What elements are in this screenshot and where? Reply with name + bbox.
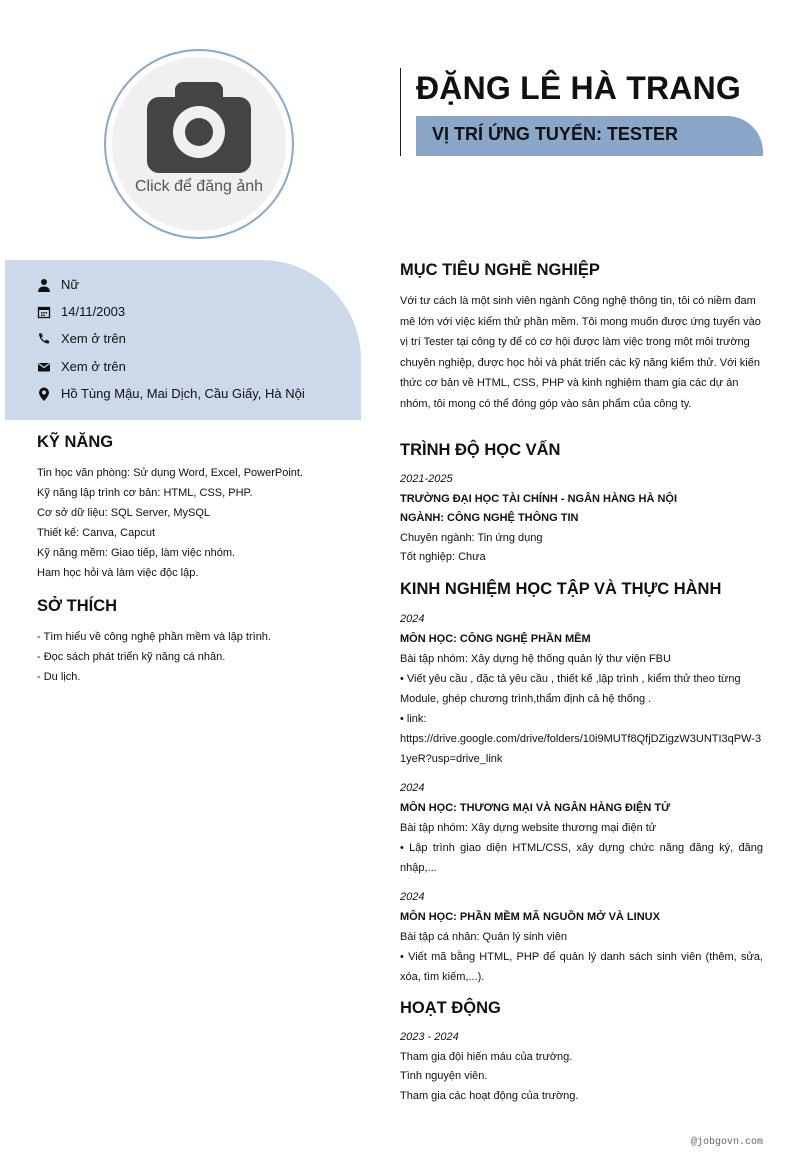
- email-value: Xem ở trên: [61, 359, 126, 374]
- experience-course: MÔN HỌC: CÔNG NGHỆ PHẦN MỀM: [400, 633, 591, 645]
- activities-period: 2023 - 2024: [400, 1031, 459, 1043]
- phone-value: Xem ở trên: [61, 331, 126, 346]
- experience-detail: • Viết yêu cầu , đặc tả yêu cầu , thiết kế ,lập trình , kiểm thử theo từng Module, ghép chương trình,thẩm định cả hệ thống .: [400, 673, 741, 705]
- envelope-icon: [37, 360, 51, 374]
- hobbies-heading: SỞ THÍCH: [37, 597, 118, 615]
- position-banner: VỊ TRÍ ỨNG TUYỂN: TESTER: [416, 116, 763, 156]
- activities-heading: HOẠT ĐỘNG: [400, 999, 501, 1017]
- skills-heading: KỸ NĂNG: [37, 433, 114, 451]
- contact-address: [37, 386, 305, 401]
- activity-item: Tham gia đội hiến máu của trường.: [400, 1050, 573, 1063]
- activity-item: Tình nguyện viên.: [400, 1070, 488, 1082]
- experience-task: Bài tập nhóm: Xây dựng website thương mại điện tử: [400, 822, 657, 834]
- hobbies-list: [37, 627, 357, 687]
- divider: [400, 68, 401, 156]
- gender-value: Nữ: [61, 277, 80, 292]
- candidate-name: ĐẶNG LÊ HÀ TRANG: [416, 70, 741, 106]
- objective-text: Với tư cách là một sinh viên ngành Công nghệ thông tin, tôi có niềm đam mê lớn với việc kiểm thử phần mềm. Tôi mong muốn được ứng tuyển vào vị trí Tester tại công ty để có cơ hội được làm việc trong một môi trường chuyên nghiệp, được học hỏi và phát triển các kỹ năng kiểm thử. Với kiến thức cơ bản về HTML, CSS, PHP và kinh nghiệm tham gia các dự án nhóm, tôi mong có thể đóng góp vào sản phẩm của công ty.: [400, 295, 761, 410]
- experience-detail: • link:: [400, 713, 427, 725]
- contact-email: [37, 359, 126, 374]
- skill-item: Tin học văn phòng: Sử dụng Word, Excel, PowerPoint.: [37, 467, 304, 479]
- experience-detail: • Lập trình giao diện HTML/CSS, xây dựng chức năng đăng ký, đăng nhập,...: [400, 842, 763, 874]
- activities-entry: [400, 1028, 763, 1106]
- hobby-item: - Đọc sách phát triển kỹ năng cá nhân.: [37, 651, 226, 663]
- birthday-value: 14/11/2003: [61, 304, 126, 319]
- experience-entry: [400, 887, 763, 987]
- contact-gender: [37, 277, 79, 292]
- experience-year: 2024: [400, 613, 425, 625]
- camera-lens-center: [185, 118, 213, 146]
- objective-heading: MỤC TIÊU NGHỀ NGHIỆP: [400, 261, 600, 279]
- experience-detail: • Viết mã bằng HTML, PHP để quản lý danh sách sinh viên (thêm, sửa, xóa, tìm kiếm,...).: [400, 951, 763, 983]
- contact-birthday: [37, 304, 125, 319]
- experience-year: 2024: [400, 782, 425, 794]
- skill-item: Ham học hỏi và làm việc độc lập.: [37, 567, 199, 579]
- education-major: NGÀNH: CÔNG NGHỆ THÔNG TIN: [400, 512, 579, 524]
- skill-item: Thiết kế: Canva, Capcut: [37, 527, 156, 539]
- education-entry: [400, 470, 763, 568]
- education-specialty: Chuyên ngành: Tin ứng dụng: [400, 531, 543, 544]
- education-heading: TRÌNH ĐỘ HỌC VẤN: [400, 441, 561, 459]
- experience-course: MÔN HỌC: PHẦN MỀM MÃ NGUỒN MỞ VÀ LINUX: [400, 911, 660, 923]
- hobby-item: - Du lịch.: [37, 671, 81, 683]
- calendar-icon: [37, 305, 51, 319]
- experience-course: MÔN HỌC: THƯƠNG MẠI VÀ NGÂN HÀNG ĐIỆN TỬ: [400, 802, 671, 814]
- watermark: @jobgovn.com: [690, 1137, 763, 1148]
- hobby-item: - Tìm hiểu về công nghệ phần mềm và lập trình.: [37, 631, 271, 643]
- experience-entry: [400, 609, 763, 769]
- activity-item: Tham gia các hoạt động của trường.: [400, 1089, 579, 1102]
- experience-task: Bài tập nhóm: Xây dựng hệ thống quản lý thư viện FBU: [400, 653, 671, 665]
- upload-photo-label[interactable]: Click để đăng ảnh: [134, 178, 264, 195]
- person-icon: [37, 278, 51, 292]
- skills-list: [37, 463, 357, 583]
- experience-task: Bài tập cá nhân: Quản lý sinh viên: [400, 931, 567, 943]
- education-period: 2021-2025: [400, 473, 453, 485]
- education-graduated: Tốt nghiệp: Chưa: [400, 551, 486, 563]
- skill-item: Kỹ năng lập trình cơ bản: HTML, CSS, PHP.: [37, 487, 253, 499]
- experience-year: 2024: [400, 891, 425, 903]
- phone-icon: [37, 332, 51, 346]
- skill-item: Cơ sở dữ liệu: SQL Server, MySQL: [37, 507, 210, 519]
- education-school: TRƯỜNG ĐẠI HỌC TÀI CHÍNH - NGÂN HÀNG HÀ NỘI: [400, 492, 677, 505]
- skill-item: Kỹ năng mềm: Giao tiếp, làm việc nhóm.: [37, 547, 236, 559]
- experience-heading: KINH NGHIỆM HỌC TẬP VÀ THỰC HÀNH: [400, 580, 722, 598]
- experience-entry: [400, 778, 763, 878]
- location-pin-icon: [37, 387, 51, 401]
- experience-link[interactable]: https://drive.google.com/drive/folders/10i9MUTf8QfjDZigzW3UNTI3qPW-31yeR?usp=drive_link: [400, 733, 762, 765]
- address-value: Hồ Tùng Mậu, Mai Dịch, Cầu Giấy, Hà Nội: [61, 386, 305, 401]
- contact-phone: [37, 331, 126, 346]
